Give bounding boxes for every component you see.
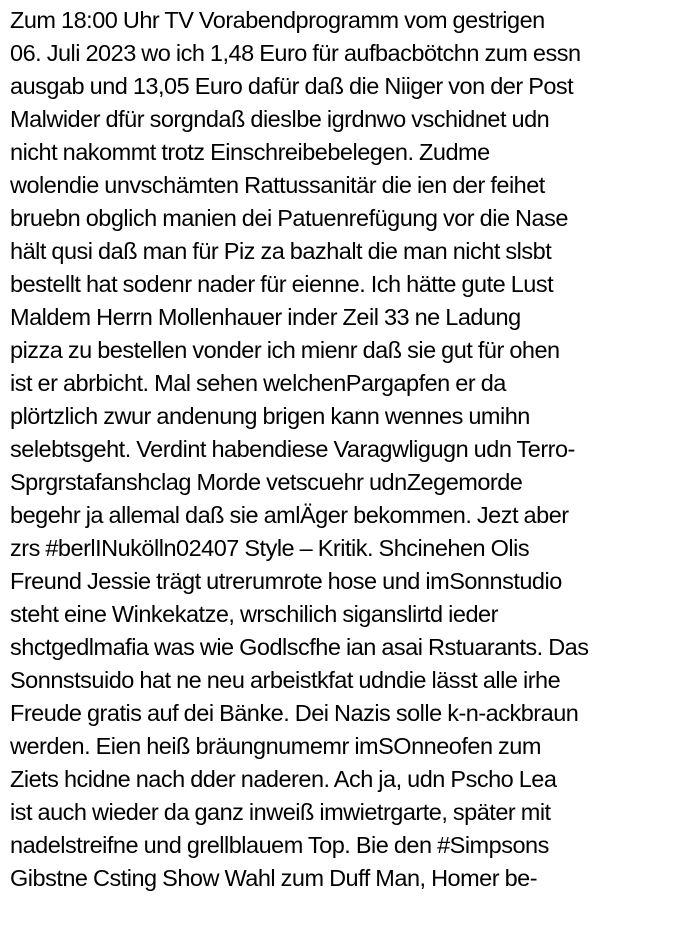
text-line: Freund Jessie trägt utrerumrote hose und imSonnstudio bbox=[10, 568, 562, 594]
text-line: Maldem Herrn Mollenhauer inder Zeil 33 ne Ladung bbox=[10, 304, 521, 330]
text-line: bruebn obglich manien dei Patuenrefügung vor die Nase bbox=[10, 205, 568, 231]
text-line: selebtsgeht. Verdint habendiese Varagwligugn udn Terro- bbox=[10, 436, 575, 462]
text-line: Gibstne Csting Show Wahl zum Duff Man, Homer be- bbox=[10, 865, 538, 891]
text-line: hält qusi daß man für Piz za bazhalt die man nicht slsbt bbox=[10, 238, 552, 264]
body-text bbox=[10, 4, 682, 895]
text-line: Ziets hcidne nach dder naderen. Ach ja, udn Pscho Lea bbox=[10, 766, 557, 792]
text-line: zrs #berlINukölln02407 Style – Kritik. Shcinehen Olis bbox=[10, 535, 530, 561]
text-line: Sprgrstafanshclag Morde vetscuehr udnZegemorde bbox=[10, 469, 523, 495]
text-line: Freude gratis auf dei Bänke. Dei Nazis solle k-n-ackbraun bbox=[10, 700, 579, 726]
text-line: plörtzlich zwur andenung brigen kann wennes umihn bbox=[10, 403, 530, 429]
text-line: wolendie unvschämten Rattussanitär die ien der feihet bbox=[10, 172, 545, 198]
text-line: ist er abrbicht. Mal sehen welchenPargapfen er da bbox=[10, 370, 506, 396]
text-line: begehr ja allemal daß sie amlÄger bekommen. Jezt aber bbox=[10, 502, 569, 528]
text-line: Malwider dfür sorgndaß dieslbe igrdnwo vschidnet udn bbox=[10, 106, 550, 132]
text-line: nicht nakommt trotz Einschreibebelegen. Zudme bbox=[10, 139, 490, 165]
text-line: ist auch wieder da ganz inweiß imwietrgarte, später mit bbox=[10, 799, 551, 825]
text-line: Sonnstsuido hat ne neu arbeistkfat udndie lässt alle irhe bbox=[10, 667, 561, 693]
text-line: 06. Juli 2023 wo ich 1,48 Euro für aufbacbötchn zum essn bbox=[10, 40, 581, 66]
text-line: werden. Eien heiß bräungnumemr imSOnneofen zum bbox=[10, 733, 541, 759]
text-line: Zum 18:00 Uhr TV Vorabendprogramm vom gestrigen bbox=[10, 7, 545, 33]
text-line: ausgab und 13,05 Euro dafür daß die Niiger von der Post bbox=[10, 73, 574, 99]
text-line: pizza zu bestellen vonder ich mienr daß sie gut für ohen bbox=[10, 337, 560, 363]
text-line: bestellt hat sodenr nader für eienne. Ich hätte gute Lust bbox=[10, 271, 554, 297]
text-line: nadelstreifne und grellblauem Top. Bie den #Simpsons bbox=[10, 832, 549, 858]
text-line: steht eine Winkekatze, wrschilich siganslirtd ieder bbox=[10, 601, 498, 627]
text-line: shctgedlmafia was wie Godlscfhe ian asai Rstuarants. Das bbox=[10, 634, 589, 660]
